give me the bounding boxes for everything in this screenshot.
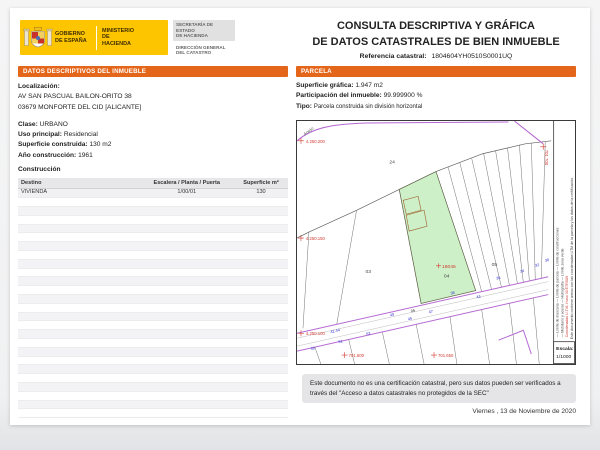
svg-text:30: 30	[544, 257, 550, 263]
parcela-panel	[296, 81, 576, 112]
table-row-empty	[18, 233, 288, 242]
localizacion-label: Localización:	[18, 83, 60, 90]
scale-box	[554, 342, 575, 364]
svg-text:49: 49	[310, 346, 316, 352]
gobierno-label: GOBIERNO DE ESPAÑA	[55, 31, 87, 44]
svg-text:43: 43	[476, 294, 482, 300]
title-line2: DE DATOS CATASTRALES DE BIEN INMUEBLE	[312, 36, 560, 48]
construction-table-header: Destino Escalera / Planta / Puerta Superficie m²	[18, 178, 288, 189]
svg-text:1/1000: 1/1000	[556, 355, 572, 361]
disclaimer-line1: Este documento no es una certificación catastral, pero sus datos pueden ser verificados a	[310, 380, 561, 387]
table-row-empty	[18, 260, 288, 269]
superficie-grafica-row: Superficie gráfica: 1.947 m2	[296, 82, 383, 89]
direccion-box: DIRECCIÓN GENERAL DEL CATASTRO	[176, 44, 226, 56]
svg-text:40: 40	[389, 312, 395, 318]
svg-text:45: 45	[407, 316, 413, 322]
construccion-title: Construcción	[18, 166, 61, 174]
secretaria-box: SECRETARÍA DE ESTADO DE HACIENDA	[173, 20, 235, 41]
banner-divider	[96, 26, 97, 50]
tipo-row: Tipo: Parcela construida sin división horizontal	[296, 102, 423, 110]
table-row-empty	[18, 216, 288, 225]
table-row: VIVIENDA 1/00/01 130	[18, 189, 288, 198]
title-line1: CONSULTA DESCRIPTIVA Y GRÁFICA	[336, 20, 535, 32]
svg-text:Este documento contiene anexo: Este documento contiene anexo con las coordenadas UTM de la parcela y los datos de la certificación.	[569, 176, 574, 340]
cadastral-map-drawing	[297, 121, 575, 364]
road-line	[297, 122, 508, 141]
table-row-empty	[18, 365, 288, 374]
svg-text:42-44: 42-44	[330, 328, 341, 335]
document-date: Viernes , 13 de Noviembre de 2020	[472, 408, 576, 415]
svg-text:47: 47	[428, 309, 434, 315]
table-row-empty	[18, 313, 288, 322]
anio-row: Año construcción: 1961	[18, 151, 93, 159]
inmueble-panel	[18, 82, 288, 418]
clase-row: Clase: URBANO	[18, 120, 68, 128]
svg-text:24: 24	[389, 160, 395, 166]
table-row-empty	[18, 357, 288, 366]
svg-text:— Mobiliario y aceras — Hi: — Mobiliario y aceras — Hidrografía — Límite zona verde	[560, 248, 565, 338]
spain-coat-of-arms-icon	[23, 24, 53, 51]
svg-text:53: 53	[365, 331, 371, 337]
svg-text:51: 51	[338, 339, 344, 345]
road-name-label: Anejo	[302, 125, 315, 137]
svg-text:4.250.100: 4.250.100	[305, 331, 325, 337]
referencia-value: 1804604YH0510S0001UQ	[431, 53, 513, 60]
construction-table-empty-rows	[18, 198, 288, 418]
address-line2: 03679 MONFORTE DEL CID [ALICANTE]	[18, 103, 142, 111]
table-row-empty	[18, 330, 288, 339]
svg-text:36: 36	[495, 275, 501, 281]
section-header-inmueble: DATOS DESCRIPTIVOS DEL INMUEBLE	[18, 66, 288, 77]
table-row-empty	[18, 348, 288, 357]
table-row-empty	[18, 383, 288, 392]
selected-parcel	[399, 172, 475, 304]
uso-row: Uso principal: Residencial	[18, 131, 98, 139]
disclaimer-line2: través del "Acceso a datos catastrales no protegidos de la SEC"	[310, 389, 489, 397]
cadastral-map	[296, 120, 576, 365]
svg-text:— Límite de manzana — Lími: — Límite de manzana — Límite de parcela — Límite de construcciones	[555, 227, 560, 338]
table-row-empty	[18, 295, 288, 304]
table-row-empty	[18, 225, 288, 234]
svg-text:03: 03	[365, 269, 372, 275]
svg-text:04: 04	[443, 274, 450, 280]
svg-text:38: 38	[450, 290, 456, 296]
participacion-row: Participación del inmueble: 99.999900 %	[296, 92, 423, 100]
svg-text:32: 32	[534, 262, 540, 268]
table-row-empty	[18, 269, 288, 278]
superficie-row: Superficie construida: 130 m2	[18, 141, 112, 149]
svg-text:701.700: 701.700	[544, 149, 550, 166]
cadastral-document	[10, 8, 590, 425]
table-row-empty	[18, 339, 288, 348]
table-row-empty	[18, 409, 288, 418]
svg-text:34: 34	[519, 268, 525, 274]
table-row-empty	[18, 251, 288, 260]
gobierno-banner	[20, 20, 168, 55]
address-line1: AV SAN PASCUAL BAILON-ORITO 38	[18, 93, 132, 101]
table-row-empty	[18, 304, 288, 313]
referencia-catastral: Referencia catastral: 1804604YH0510S0001UQ	[359, 53, 513, 60]
svg-text:Escala:: Escala:	[556, 347, 574, 353]
svg-text:701.600: 701.600	[348, 353, 365, 359]
table-row-empty	[18, 401, 288, 410]
department-boxes	[173, 20, 247, 56]
document-title	[294, 18, 578, 60]
road-line	[514, 121, 543, 144]
parcel-ref-label: 18046	[441, 264, 456, 270]
svg-text:701.650: 701.650	[437, 353, 454, 359]
svg-text:05: 05	[491, 262, 498, 268]
svg-text:4.250.150: 4.250.150	[305, 236, 325, 242]
table-row-empty	[18, 242, 288, 251]
table-row-empty	[18, 392, 288, 401]
table-row-empty	[18, 277, 288, 286]
table-row-empty	[18, 286, 288, 295]
portal-number: 06	[410, 308, 416, 314]
table-row-empty	[18, 374, 288, 383]
table-row-empty	[18, 207, 288, 216]
disclaimer-box	[302, 374, 576, 403]
map-legend	[556, 177, 574, 339]
svg-text:Coordenadas U.T.M. Huso 30 ETR: Coordenadas U.T.M. Huso 30 ETRS89	[565, 275, 570, 338]
svg-text:4.250.200: 4.250.200	[305, 138, 325, 144]
table-row-empty	[18, 198, 288, 207]
ministerio-label: MINISTERIO DE HACIENDA	[102, 27, 135, 47]
table-row-empty	[18, 321, 288, 330]
section-header-parcela: PARCELA	[296, 66, 576, 77]
construction-table	[18, 178, 288, 418]
